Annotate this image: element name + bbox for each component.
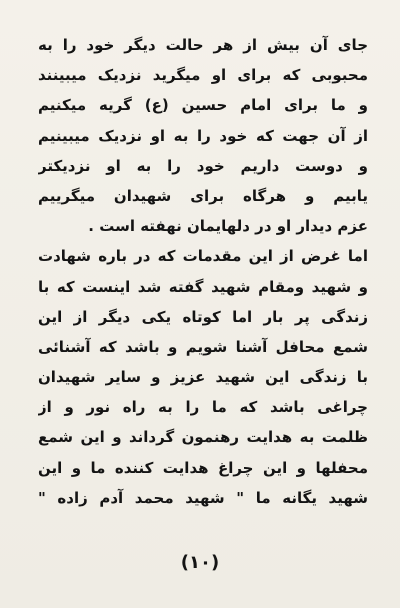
paragraph-end-line: عزم دیدار او در دلهایمان نهفته است . [88,217,368,236]
body-text [38,30,368,513]
text-line: اما غرض از این مقدمات که در باره شهادت [38,247,368,266]
text-line: شمع محافل آشنا شویم و باشد که آشنائی [38,337,368,356]
text-line: از آن جهت که خود را به او نزدیک میبینیم [38,126,368,145]
text-line: با زندگی این شهید عزیز و سایر شهیدان [38,368,368,387]
text-line: چراغی باشد که ما را به راه نور و از [38,398,368,417]
text-line: محفلها و این چراغ هدایت کننده ما و این [38,458,368,477]
text-line: ظلمت به هدایت رهنمون گرداند و این شمع [38,428,368,447]
text-line: جای آن بیش از هر حالت دیگر خود را به [38,36,368,54]
text-line: یابیم و هرگاه برای شهیدان میگرییم [38,186,368,205]
text-line: و ما برای امام حسین (ع) گریه میکنیم [38,96,368,115]
text-line: شهید یگانه ما " شهید محمد آدم زاده " [38,488,368,507]
text-line: محبوبی که برای او میگرید نزدیک میبینند [38,66,368,85]
page-number: (١٠) [180,552,220,573]
text-line: و شهید ومقام شهید گفته شد اینست که با [38,277,368,296]
text-line: و دوست داریم خود را به او نزدیکتر [38,156,368,175]
text-line: زندگی پر بار اما کوتاه یکی دیگر از این [38,307,368,326]
